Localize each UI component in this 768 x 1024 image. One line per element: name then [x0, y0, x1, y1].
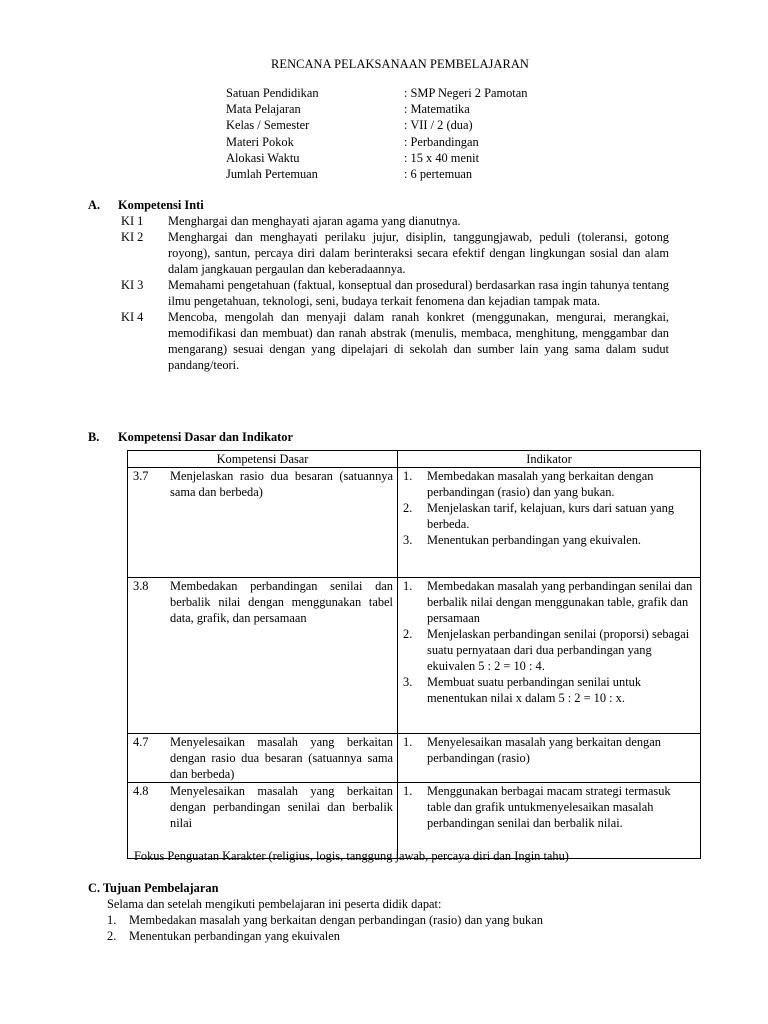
indicator-item [403, 674, 696, 706]
indicator-number: 1. [403, 469, 413, 483]
meta-value: : Matematika [404, 102, 470, 117]
kd-text: Menyelesaikan masalah yang berkaitan dengan rasio dua besaran (satuannya sama dan berbeda) [170, 735, 393, 781]
kd-code: 4.7 [133, 735, 149, 749]
indicator-text: Membedakan masalah yang berkaitan dengan perbandingan (rasio) dan yang bukan. [427, 469, 654, 499]
ki-text: Menghargai dan menghayati ajaran agama yang dianutnya. [168, 214, 461, 228]
section-b-heading [88, 429, 293, 445]
table-row [128, 578, 701, 734]
indicator-text: Menyelesaikan masalah yang berkaitan dengan perbandingan (rasio) [427, 735, 661, 765]
indicator-number: 3. [403, 675, 413, 689]
objective-number: 1. [107, 913, 117, 927]
objective-text: Membedakan masalah yang berkaitan dengan perbandingan (rasio) dan yang bukan [129, 913, 543, 927]
indicator-number: 1. [403, 735, 413, 749]
column-header-kd: Kompetensi Dasar [128, 451, 398, 468]
indicator-item [403, 468, 696, 500]
ki-text: Menghargai dan menghayati perilaku jujur, disiplin, tanggungjawab, peduli (toleransi, gotong royong), santun, percaya diri dalam berinteraksi secara efektif dengan lingkungan sosial dan alam dalam jangkauan pergaulan dan keberadaannya. [168, 230, 669, 276]
meta-label: Alokasi Waktu [226, 150, 300, 165]
indicator-cell [398, 734, 701, 783]
indicator-item [403, 626, 696, 674]
indicator-cell [398, 578, 701, 734]
core-competency-item [121, 309, 669, 373]
core-competency-list [121, 213, 669, 373]
ki-code: KI 3 [121, 278, 144, 292]
meta-value: : VII / 2 (dua) [404, 118, 473, 133]
indicator-text: Menentukan perbandingan yang ekuivalen. [427, 533, 642, 547]
kd-text: Menjelaskan rasio dua besaran (satuannya sama dan berbeda) [170, 469, 393, 499]
indicator-item [403, 532, 696, 548]
indicator-item [403, 734, 696, 766]
ki-code: KI 1 [121, 214, 144, 228]
indicator-number: 2. [403, 501, 413, 515]
meta-row [226, 150, 527, 166]
ki-code: KI 2 [121, 230, 144, 244]
indicator-item [403, 500, 696, 532]
section-a-heading [88, 197, 204, 213]
indicator-number: 1. [403, 784, 413, 798]
table-header-row [128, 451, 701, 468]
indicator-item [403, 578, 696, 626]
meta-row [226, 166, 527, 182]
section-a-title: Kompetensi Inti [118, 198, 204, 212]
objective-text: Menentukan perbandingan yang ekuivalen [129, 929, 340, 943]
indicator-text: Menjelaskan tarif, kelajuan, kurs dari satuan yang berbeda. [427, 501, 675, 531]
meta-label: Materi Pokok [226, 134, 294, 149]
indicator-item [403, 783, 696, 831]
column-header-indicator: Indikator [398, 451, 701, 468]
ki-text: Mencoba, mengolah dan menyaji dalam ranah konkret (menggunakan, mengurai, merangkai, memodifikasi dan membuat) dan ranah abstrak (menulis, membaca, menghitung, menggambar dan mengarang) sesuai dengan yang dipelajari di sekolah dan sumber lain yang sama dalam sudut pandang/teori. [168, 310, 669, 372]
meta-label: Satuan Pendidikan [226, 86, 319, 100]
indicator-text: Membedakan masalah yang perbandingan senilai dan berbalik nilai dengan menggunakan table, grafik dan persamaan [427, 579, 693, 625]
document-title: RENCANA PELAKSANAAN PEMBELAJARAN [271, 57, 529, 71]
meta-label: Kelas / Semester [226, 118, 310, 133]
section-b-mark: B. [88, 430, 100, 444]
kd-cell [128, 578, 398, 734]
core-competency-item [121, 213, 669, 229]
kd-code: 3.7 [133, 469, 149, 483]
competency-indicator-table [127, 450, 701, 859]
indicator-number: 1. [403, 579, 413, 593]
meta-row [226, 134, 527, 150]
objectives-intro: Selama dan setelah mengikuti pembelajaran ini peserta didik dapat: [107, 897, 442, 911]
section-c-heading [88, 880, 218, 896]
meta-row [226, 117, 527, 133]
kd-text: Membedakan perbandingan senilai dan berbalik nilai dengan menggunakan tabel data, grafik, dan persamaan [170, 579, 393, 625]
ki-code: KI 4 [121, 310, 144, 324]
meta-row [226, 101, 527, 117]
character-focus-note: Fokus Penguatan Karakter (religius, logis, tanggung jawab, percaya diri dan Ingin tahu) [134, 849, 569, 863]
meta-row [226, 85, 527, 101]
list-item [107, 912, 543, 928]
objective-number: 2. [107, 929, 117, 943]
indicator-text: Menjelaskan perbandingan senilai (proporsi) sebagai suatu pernyataan dari dua perbandingan yang ekuivalen 5 : 2 = 10 : 4. [427, 627, 690, 673]
core-competency-item [121, 277, 669, 309]
section-b-title: Kompetensi Dasar dan Indikator [118, 430, 293, 444]
section-c-mark: C. [88, 881, 101, 895]
kd-code: 3.8 [133, 579, 149, 593]
kd-cell [128, 734, 398, 783]
meta-value: : 15 x 40 menit [404, 150, 480, 165]
list-item [107, 928, 543, 944]
ki-text: Memahami pengetahuan (faktual, konseptual dan prosedural) berdasarkan rasa ingin tahunya tentang ilmu pengetahuan, teknologi, seni, budaya terkait fenomena dan kejadian tampak mata. [168, 278, 669, 308]
meta-label: Jumlah Pertemuan [226, 166, 318, 181]
meta-label: Mata Pelajaran [226, 102, 301, 117]
indicator-text: Menggunakan berbagai macam strategi termasuk table dan grafik untukmenyelesaikan masalah perbandingan senilai dan berbalik nilai. [427, 784, 671, 830]
section-c-title: Tujuan Pembelajaran [102, 881, 219, 895]
objectives-list [107, 912, 543, 944]
core-competency-item [121, 229, 669, 277]
kd-code: 4.8 [133, 784, 149, 798]
indicator-cell [398, 468, 701, 578]
indicator-number: 2. [403, 627, 413, 641]
identity-block [226, 85, 527, 182]
meta-value: : SMP Negeri 2 Pamotan [404, 86, 528, 100]
meta-value: : 6 pertemuan [404, 166, 473, 181]
indicator-text: Membuat suatu perbandingan senilai untuk menentukan nilai x dalam 5 : 2 = 10 : x. [427, 675, 642, 705]
indicator-number: 3. [403, 533, 413, 547]
meta-value: : Perbandingan [404, 134, 479, 149]
table-row [128, 734, 701, 783]
section-a-mark: A. [88, 198, 101, 212]
table-row [128, 468, 701, 578]
kd-text: Menyelesaikan masalah yang berkaitan dengan perbandingan senilai dan berbalik nilai [170, 784, 393, 830]
kd-cell [128, 468, 398, 578]
